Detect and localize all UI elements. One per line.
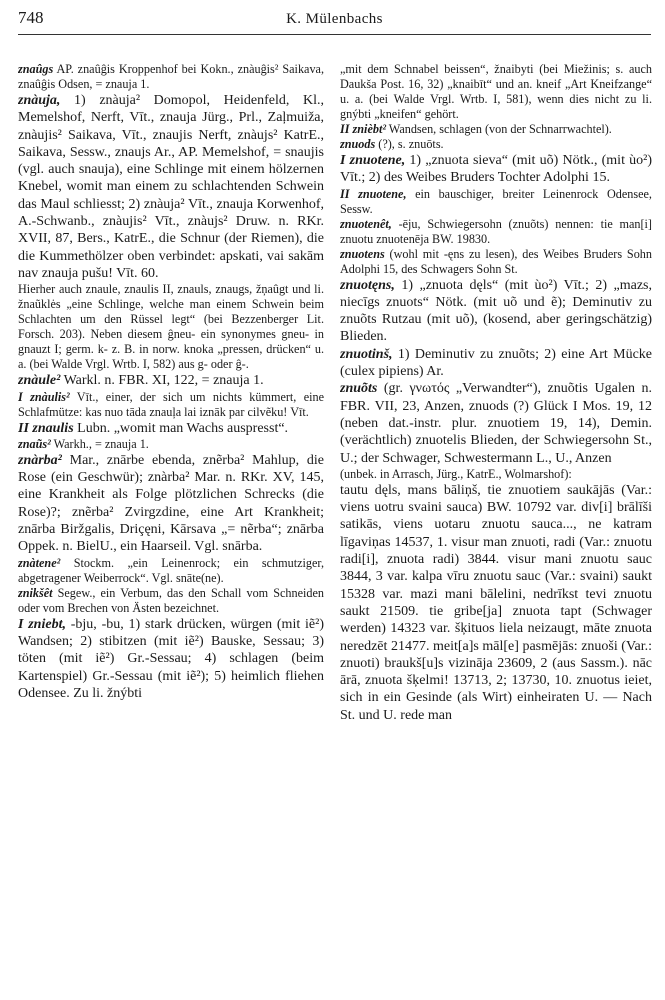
dictionary-entry [340,217,652,247]
entry-headword: znuotinš, [340,346,393,362]
dictionary-entry [340,137,652,152]
dictionary-entry [340,277,652,346]
entry-text: Vīt., einer, der sich um nichts kümmert, eine Schlafmütze: kas nuo tāda znauļa lai iznāk par cilvẽku! Vīt. [18,389,324,419]
entry-headword: znuotenêt, [340,216,392,231]
left-column [18,62,324,994]
right-column [340,62,652,994]
entry-headword: I znàulis² [18,389,70,404]
dictionary-entry [340,187,652,217]
dictionary-entry [340,62,652,122]
entry-text: „mit dem Schnabel beissen“, žnaibyti (bei Miežinis; s. auch Daukša Post. 16, 32) „knaibīt“ und an. kneif „Art Kneifzange“ u. a. (bei Walde Vrgl. Wrtb. I, 581), wenn dies nicht zu li. gnýbti „kneifen“ gehört. [340,62,652,121]
dictionary-entry [340,380,652,466]
running-title: K. Mülenbachs [286,11,383,27]
entry-text: 1) Deminutiv zu znuõts; 2) eine Art Mücke (culex pipiens) Ar. [340,346,652,380]
entry-text: Warkh., = znauja 1. [50,436,149,451]
dictionary-entry [340,247,652,277]
entry-headword: znaũs² [18,436,51,451]
entry-text: Stockm. „ein Leinenrock; ein schmutziger, abgetragener Weiberrock“. Vgl. snāte(ne). [18,555,324,585]
entry-headword: znaûgs [18,62,54,76]
dictionary-entry [18,586,324,616]
dictionary-entry [18,282,324,372]
entry-headword: znuotens [340,246,385,261]
dictionary-entry [340,152,652,187]
entry-headword: II znuotene, [340,186,407,201]
entry-text: tautu dęls, mans bāliņš, tie znuotiem saukājās (Var.: viens uotru svaini sauca) BW. 10792 var. div[i] brālīši satikās, viens uotaru znuotu sauca..., ne katram līgaviņas 14537, 1. visur man znuoti, radi (Var.: znuotu radi[i], znuota radi) 3844. visur mani znuotu sauc 3844, 3 var. kalpa vīru znuotu sauc (Var.: svaini) saukt 15328 var. mazi mani bālelini, nedrīkst tevi znuotu saukt 21509. tie gribe[ja] znuota tapt (Schwager werden) 14323 var. šķituos liela neizaugt, māte znuota neredzēt 21477. meit[a]s māl[e] pasmējās: znuoši (Var.: znuoti) braukš[u]s vizināja 23609, 2 (aus Sassm.). nāc ārā, znuota šķelmi! 13713, 2; 13730, 10. znuotus ieiet, sich in ein Gesinde (als Wirt) einheiraten U. — Nach St. und U. rede man [340,482,652,723]
entry-headword: znikšêt [18,585,53,600]
entry-text: Mar., znārbe ebenda, znẽrba² Mahlup, die Rose (ein Geschwür); znàrba² Mar. n. RKr. XV, 145, eine Krankheit als Folge plötzlichen Schrecks (die Rose)?; znẽrba² Zvirgzdine, eine Art Krankheit; znārba Biržgalis, Driçęni, Kārsava „= nẽrba“; znārba Oppek. n. BielU., ein Haarseil. Vgl. snārba. [18,452,324,555]
entry-headword: znuotęns, [340,277,395,293]
entry-headword: II znièbt² [340,122,386,136]
dictionary-entry [340,346,652,381]
entry-text: (?), s. znuōts. [375,137,444,151]
entry-text: Wandsen, schlagen (von der Schnarrwachtel). [385,122,612,136]
page-header [18,8,651,36]
entry-text: 1) znàuja² Domopol, Heidenfeld, Kl., Memelshof, Nerft, Vīt., znauja Jürg., Prl., Zaļmuiža, znàujis² Saikava, Vīt., znaujis Nerft, znàujs² KatrE., Saikava, Sessw., znaujs Ar., AP. Memelshof, = snaujis (vgl. auch snauja), eine Schlinge mit einem hölzernen Knebel, womit man einem zu schlachtenden Schwein das Maul schliesst; 2) znàuja² Vīt., znauja Korwenhof, A.-Schwanb., znàujis² Vīt., znàujs² Druw. n. RKr. XVII, 87, Bers., KatrE., die Schnur (der Riemen), die die Kummethölzer oben verbindet: apskati, vai sakām nav znauja pušu! Vīt. 60. [18,93,324,281]
dictionary-entry [340,122,652,137]
entry-text: -ēju, Schwiegersohn (znuõts) nennen: tie man[i] znuotu znuotenēja BW. 19830. [340,216,652,246]
page-number: 748 [18,8,44,27]
entry-text: -bju, -bu, 1) stark drücken, würgen (mit iẽ²) Wandsen; 2) stibitzen (mit iẽ²) Bauske, Sessau; 3) töten (mit iẽ²) Gr.-Sessau; 4) schlagen (beim Kartenspiel) Gr.-Sessau (mit iẽ²); 5) heimlich fliehen Odensee. Zu li. žnýbti [18,616,324,701]
entry-text: ein bauschiger, breiter Leinenrock Odensee, Sessw. [340,186,652,216]
entry-text: (unbek. in Arrasch, Jürg., KatrE., Wolmarshof): [340,466,572,481]
entry-headword: znàuja, [18,93,61,108]
entry-headword: znàtene² [18,555,61,570]
dictionary-entry [340,482,652,724]
dictionary-entry [18,390,324,420]
entry-text: Segew., ein Verbum, das den Schall vom Schneiden oder vom Brechen von Ästen bezeichnet. [18,585,324,615]
dictionary-entry [340,467,652,482]
entry-headword: II znaulis [18,420,74,436]
dictionary-entry [18,62,324,92]
entry-text: Hierher auch znaule, znaulis II, znauls, znaugs, žņaûgt und li. žnaũklės „eine Schlinge, welche man einem Schwein beim Schlachten um den Rüssel legt“ (bei Bezzenberger Lit. Forsch. 203). Neben diesem ĝneu- ein synonymes gneu- in gnauzt I; germ. k- z. B. in norw. knoka „pressen, drücken“ u. a. (bei Walde Vrgl. Wrtb. I, 582) aus g- oder ĝ-. [18,282,324,372]
entry-headword: znuods [340,137,376,151]
entry-text: AP. znaûĝis Kroppenhof bei Kokn., znàuĝis² Saikava, znaûĝis Odsen, = znauja 1. [18,62,324,91]
dictionary-entry [18,420,324,437]
dictionary-entry [18,452,324,556]
entry-text: Lubn. „womit man Wachs auspresst“. [73,420,289,436]
dictionary-entry [18,616,324,702]
header-rule [18,34,651,35]
entry-text: 1) „znuota sieva“ (mit uõ) Nötk., (mit ùo²) Vīt.; 2) des Weibes Bruders Tochter Adolphi 15. [340,153,652,186]
entry-text: (gr. γνωτός „Verwandter“), znuõtis Ugalen n. FBR. VII, 23, Anzen, znuods (?) Glück I Mos. 19, 12 (neben dat.-instr. plur. znuotiem 19, 14), Demin. (verächtlich) znuotelis Blieden, der Schwiegersohn St., U.; der Schwager, Schwestermann L., U., Anzen [340,381,652,466]
dictionary-entry [18,437,324,452]
entry-text: Warkl. n. FBR. XI, 122, = znauja 1. [60,373,264,389]
entry-text: (wohl mit -ęns zu lesen), des Weibes Bruders Sohn Adolphi 15, des Schwagers Sohn St. [340,246,652,276]
dictionary-entry [18,92,324,282]
entry-headword: znuõts [340,381,378,397]
entry-headword: I znuotene, [340,153,406,168]
entry-headword: znàrba² [18,452,62,468]
entry-text: 1) „znuota dęls“ (mit ùo²) Vīt.; 2) „mazs, niecīgs znuots“ Nötk. (mit uõ und ẽ); Deminutiv zu znuõts Rutzau (mit uõ), (kosend, aber geringschätzig) Blieden. [340,277,652,345]
entry-headword: znàule² [18,373,61,389]
dictionary-entry [18,556,324,586]
dictionary-entry [18,372,324,389]
entry-headword: I zniebt, [18,616,66,632]
